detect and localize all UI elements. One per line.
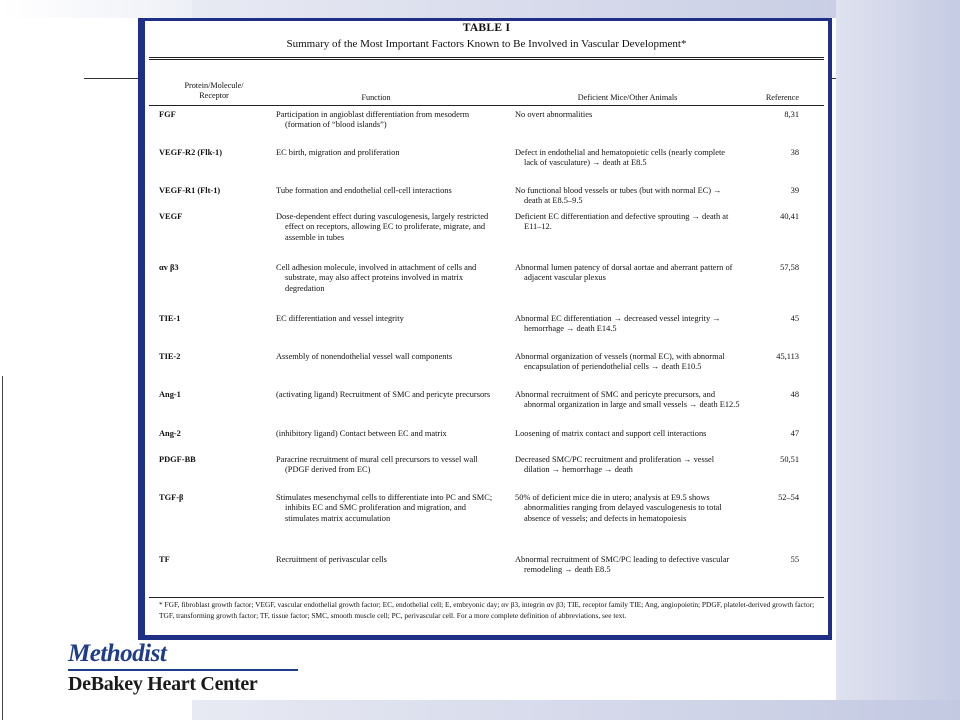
row-deficient: 50% of deficient mice die in utero; analysis at E9.5 shows abnormalities ranging from delayed vasculogenesis to total absence of vessels; and defects in hematopoiesis <box>515 493 722 523</box>
row-function: Tube formation and endothelial cell-cell interactions <box>276 186 452 195</box>
row-function: Dose-dependent effect during vasculogenesis, largely restricted effect on receptors, allowing EC to proliferate, migrate, and assemble in tubes <box>276 212 489 242</box>
logo-brand-text: Methodist <box>68 640 167 667</box>
row-reference: 8,31 <box>784 110 799 119</box>
row-protein: Ang-1 <box>159 390 181 399</box>
row-reference: 57,58 <box>780 263 799 272</box>
table-top-rule <box>149 57 824 58</box>
table-top-rule-double <box>149 59 824 60</box>
row-reference: 47 <box>790 429 799 438</box>
row-deficient: Decreased SMC/PC recruitment and proliferation → vessel dilation → hemorrhage → death <box>515 455 715 475</box>
header-function: Function <box>361 93 391 102</box>
table-document <box>145 21 828 635</box>
row-reference: 50,51 <box>780 455 799 464</box>
row-protein: TIE-1 <box>159 314 181 323</box>
logo-underline <box>68 669 298 671</box>
row-function: Recruitment of perivascular cells <box>276 555 387 564</box>
header-reference: Reference <box>765 93 799 102</box>
row-reference: 45,113 <box>776 352 799 361</box>
row-protein: PDGF-BB <box>159 455 196 464</box>
row-deficient: Abnormal EC differentiation → decreased vessel integrity → hemorrhage → death E14.5 <box>515 314 721 334</box>
row-deficient: Loosening of matrix contact and support cell interactions <box>515 429 707 438</box>
table-subtitle: Summary of the Most Important Factors Known to Be Involved in Vascular Development* <box>286 38 687 50</box>
row-deficient: Abnormal organization of vessels (normal EC), with abnormal encapsulation of periendothelial cells → death E10.5 <box>515 352 725 372</box>
row-deficient: Defect in endothelial and hematopoietic cells (nearly complete lack of vasculature) → death at E8.5 <box>515 148 725 168</box>
row-reference: 39 <box>790 186 799 195</box>
row-reference: 40,41 <box>780 212 799 221</box>
table-title: TABLE I <box>462 22 511 34</box>
row-function: (activating ligand) Recruitment of SMC and pericyte precursors <box>276 390 491 399</box>
row-protein: VEGF-R1 (Flt-1) <box>159 186 221 195</box>
row-function: Cell adhesion molecule, involved in attachment of cells and substrate, may also affect proteins involved in matrix degredation <box>276 263 477 293</box>
row-deficient: Abnormal recruitment of SMC/PC leading to defective vascular remodeling → death E8.5 <box>515 555 730 575</box>
row-protein: TIE-2 <box>159 352 181 361</box>
row-function: EC birth, migration and proliferation <box>276 148 400 157</box>
row-function: (inhibitory ligand) Contact between EC and matrix <box>276 429 447 438</box>
row-function: EC differentiation and vessel integrity <box>276 314 404 323</box>
row-reference: 55 <box>790 555 799 564</box>
row-function: Participation in angioblast differentiation from mesoderm (formation of “blood islands”) <box>276 110 470 130</box>
row-function: Stimulates mesenchymal cells to differentiate into PC and SMC; inhibits EC and SMC proliferation and migration, and stimulates matrix accumulation <box>276 493 493 523</box>
table-footnote: * FGF, fibroblast growth factor; VEGF, vascular endothelial growth factor; EC, endothelial cell; E, embryonic day; αv β3, integrin αv β3; TIE, receptor family TIE; Ang, angiopoietin; PDGF, platelet-derived growth factor; TGF, transforming growth factor; TF, tissue factor; SMC, smooth muscle cell; PC, perivascular cell. For a more complete definition of abbreviations, see text. <box>159 600 815 620</box>
header-deficient: Deficient Mice/Other Animals <box>577 93 678 102</box>
header-protein: Protein/Molecule/ Receptor <box>184 81 244 100</box>
row-protein: VEGF-R2 (Flk-1) <box>159 148 223 157</box>
methodist-logo <box>66 640 306 700</box>
row-protein: VEGF <box>159 212 183 221</box>
row-deficient: No functional blood vessels or tubes (but with normal EC) → death at E8.5–9.5 <box>515 186 722 206</box>
row-reference: 52–54 <box>778 493 799 502</box>
row-protein: αv β3 <box>159 263 179 272</box>
left-vertical-rule <box>2 376 3 720</box>
table-bottom-rule <box>149 597 824 598</box>
row-protein: TGF-β <box>159 493 184 502</box>
row-protein: Ang-2 <box>159 429 181 438</box>
row-function: Paracrine recruitment of mural cell precursors to vessel wall (PDGF derived from EC) <box>276 455 478 475</box>
background-band-top-left <box>0 0 192 18</box>
row-deficient: Abnormal lumen patency of dorsal aortae and aberrant pattern of adjacent vascular plexus <box>515 263 733 283</box>
row-protein: TF <box>159 555 170 564</box>
row-deficient: No overt abnormalities <box>515 110 593 119</box>
row-reference: 38 <box>790 148 799 157</box>
background-band-bottom <box>192 700 960 720</box>
row-protein: FGF <box>159 110 176 119</box>
row-reference: 48 <box>790 390 799 399</box>
row-function: Assembly of nonendothelial vessel wall components <box>276 352 453 361</box>
row-deficient: Abnormal recruitment of SMC and pericyte precursors, and abnormal organization in large and small vessels → death E12.5 <box>515 390 740 410</box>
header-rule <box>149 105 824 106</box>
row-deficient: Deficient EC differentiation and defective sprouting → death at E11–12. <box>515 212 729 232</box>
row-reference: 45 <box>790 314 799 323</box>
background-band-right <box>836 0 960 720</box>
logo-subtitle-text: DeBakey Heart Center <box>68 673 258 695</box>
